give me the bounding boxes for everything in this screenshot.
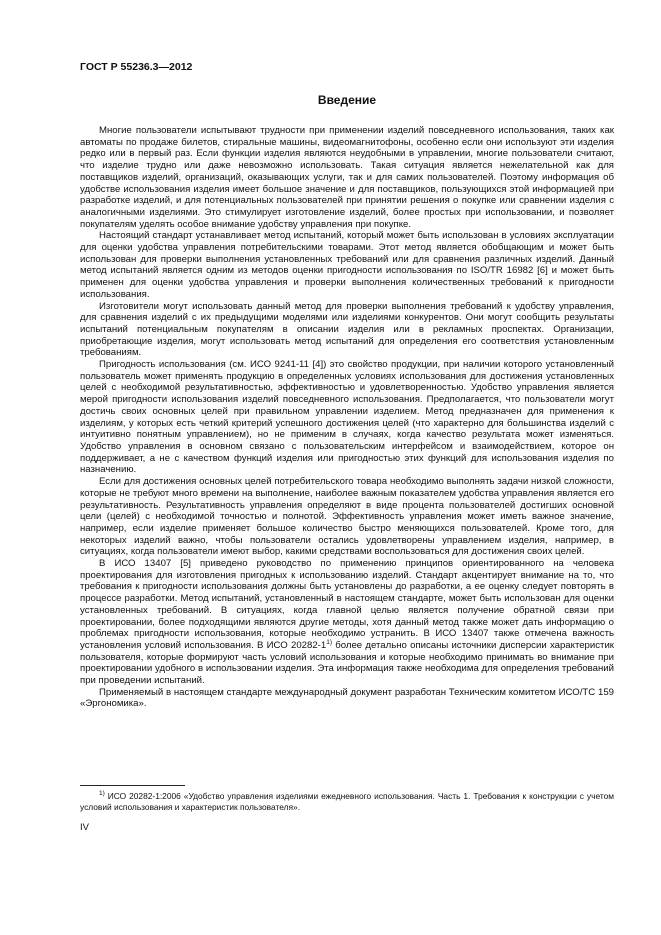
- paragraph-test-method: Настоящий стандарт устанавливает метод испытаний, который может быть использован в условиях эксплуатации для оценки удобства управления потребительскими товарами. Этот метод является обобщающим и может быть использован для проверки выполнения установленных требований или для сравнения различных изделий. Данный метод испытаний является одним из методов оценки пригодности использования по ISO/TR 16982 [6] и может быть применен для оценки удобства управления и проверки выполнения количественных требований к пригодности использования.: [80, 230, 614, 300]
- paragraph-iso13407: [80, 558, 614, 687]
- footnote-divider: [80, 785, 185, 786]
- page-number: IV: [80, 822, 89, 833]
- paragraph-effectiveness: Если для достижения основных целей потребительского товара необходимо выполнять задачи низкой сложности, которые не требуют много времени на выполнение, наиболее важным показателем удобства управления является его результативность. Результативность управления определяют в виде процента пользователей достигших основной цели (целей) с необходимой точностью и полнотой. Эффективность управления может иметь важное значение, например, если изделие применяет большое количество быстро меняющихся пользователей. Кроме того, для некоторых изделий важно, чтобы пользователи остались удовлетворены управлением изделия, например, в ситуациях, когда пользователи имеют выбор, какими средствами воспользоваться для достижения своих целей.: [80, 476, 614, 558]
- footnote: [80, 791, 614, 813]
- paragraph-usability-definition: Пригодность использования (см. ИСО 9241-11 [4]) это свойство продукции, при наличии которого установленный пользователь может применять продукцию в определенных условиях использования для достижения установленных целей с необходимой результативностью, эффективностью и удовлетворенностью. Удобство управления является мерой пригодности использования изделий повседневного использования. Предполагается, что пользователи могут достичь своих основных целей при правильном управлении изделием. Метод предназначен для применения к изделиям, у которых есть четкий критерий успешного достижения целей (что характерно для большинства изделий с интуитивно понятным управлением), но не применим в случаях, когда качество результата может изменяться. Удобство управления в основном связано с пользовательским интерфейсом и взаимодействием, которое он поддерживает, а не с качеством функций изделия или пригодностью этих функций для использования изделия по назначению.: [80, 359, 614, 476]
- footnote-marker: 1): [99, 790, 105, 798]
- paragraph-manufacturers: Изготовители могут использовать данный метод для проверки выполнения требований к удобству управления, для сравнения изделий с их предыдущими моделями или изделиями конкурентов. Они могут сообщить результаты испытаний потенциальным покупателям в описании изделия или в рекламных проспектах. Организации, приобретающие изделия, могут использовать метод испытаний для определения его соответствия установленным требованиям.: [80, 300, 614, 359]
- paragraph-technical-committee: Применяемый в настоящем стандарте международный документ разработан Техническим комитетом ИСО/ТС 159 «Эргономика».: [80, 686, 614, 710]
- iso13407-text-before: В ИСО 13407 [5] приведено руководство по применению принципов ориентированного на человека проектирования для изготовления пригодных к использованию изделий. Стандарт акцентирует внимание на то, что требования к пригодности использования должны быть установлены до разработки, а ее оценку следует повторять в процессе разработки. Метод испытаний, установленный в настоящем стандарте, может быть использован для оценки установленных требований. В ситуациях, когда главной целью является получение обратной связи при проектировании, более подходящими являются другие методы, хотя данный метод также может дать информацию о проблемах пригодности использования, которые необходимо устранить. В ИСО 13407 также отмечена важность установления условий использования. В ИСО 20282-1: [80, 558, 614, 651]
- footnote-reference: 1): [326, 638, 332, 646]
- iso13407-text-after: более детально описаны источники дисперсии характеристик пользователя, которые формируют часть условий использования и которые необходимо принимать во внимание при проектировании удобного в использовании изделия. Эта информация также необходима для определения требований при проведении испытаний.: [80, 639, 615, 687]
- document-body: [80, 125, 614, 710]
- section-title: Введение: [317, 93, 377, 107]
- paragraph-usability-difficulties: Многие пользователи испытывают трудности при применении изделий повседневного использования, таких как автоматы по продаже билетов, стиральные машины, видеомагнитофоны, особенно если они используют эти изделия редко или в первый раз. Если функции изделия являются неудобными в управлении, многие пользователи считают, что изделие трудно или даже невозможно использовать. Такая ситуация является нежелательной как для поставщиков изделий, организаций, оказывающих услуги, так и для самих пользователей. Поэтому информация об удобстве использования изделия имеет большое значение и для поставщиков, пользующихся этой информацией при разработке изделий, и для потенциальных пользователей при принятии решения о покупке или сравнении изделия с аналогичными изделиями. Это стимулирует изготовление изделий, более простых при использовании, и позволяет покупателям уделять особое внимание удобству управления при покупке.: [80, 125, 614, 230]
- document-code-header: ГОСТ Р 55236.3—2012: [80, 61, 193, 73]
- footnote-text: ИСО 20282-1:2006 «Удобство управления изделиями ежедневного использования. Часть 1. Требования к конструкции с учетом условий использования и характеристик пользователя».: [80, 791, 614, 812]
